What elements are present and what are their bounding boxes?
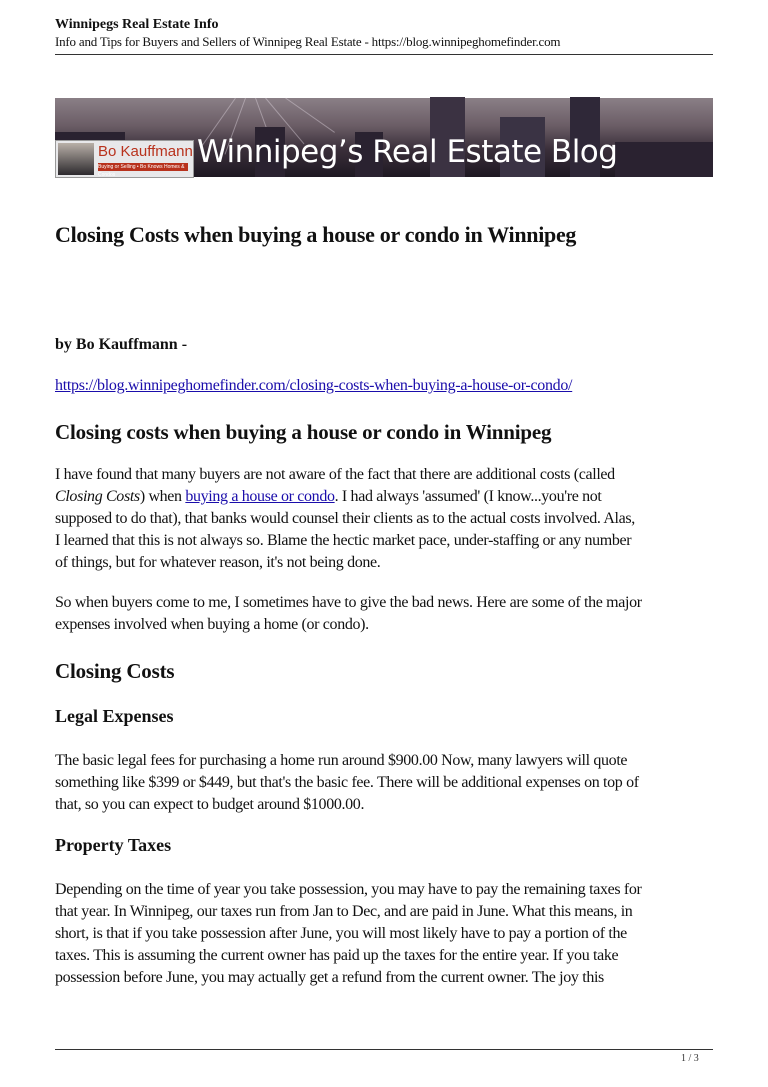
legal-expenses-heading: Legal Expenses <box>55 706 174 726</box>
blog-title: Winnipeg’s Real Estate Blog <box>197 134 618 170</box>
text-line: supposed to do that), that banks would counsel their clients as to the actual costs involved. Alas, <box>55 510 635 527</box>
text-line <box>55 486 635 508</box>
text-line: So when buyers come to me, I sometimes have to give the bad news. Here are some of the major <box>55 594 642 611</box>
property-taxes-heading: Property Taxes <box>55 835 172 855</box>
logo-name: Bo Kauffmann <box>98 143 193 160</box>
text-line: short, is that if you take possession after June, you will most likely have to pay a portion of the <box>55 925 627 942</box>
text-line: that year. In Winnipeg, our taxes run from Jan to Dec, and are paid in June. What this means, in <box>55 903 633 920</box>
text-line: something like $399 or $449, but that's the basic fee. There will be additional expenses on top of <box>55 774 639 791</box>
page-number: 1 / 3 <box>681 1053 699 1064</box>
section-heading-closing-costs: Closing Costs <box>55 659 175 683</box>
agent-photo <box>58 143 94 175</box>
footer-divider <box>55 1049 713 1050</box>
bo-kauffmann-logo <box>55 140 194 178</box>
text-span: . I had always 'assumed' (I know...you're not <box>334 488 602 505</box>
blog-banner <box>55 98 713 177</box>
second-paragraph <box>55 592 642 636</box>
text-line: I have found that many buyers are not aware of the fact that there are additional costs (called <box>55 466 615 483</box>
text-line: expenses involved when buying a home (or condo). <box>55 616 369 633</box>
post-title: Closing Costs when buying a house or condo in Winnipeg <box>55 222 577 247</box>
site-subtitle: Info and Tips for Buyers and Sellers of Winnipeg Real Estate - https://blog.winnipeghomefinder.com <box>55 34 561 49</box>
italic-term: Closing Costs <box>55 488 140 505</box>
text-line: of things, but for whatever reason, it's not being done. <box>55 554 381 571</box>
post-url-link[interactable]: https://blog.winnipeghomefinder.com/closing-costs-when-buying-a-house-or-condo/ <box>55 377 573 394</box>
legal-paragraph <box>55 750 639 816</box>
text-line: The basic legal fees for purchasing a home run around $900.00 Now, many lawyers will quote <box>55 752 628 769</box>
logo-tagline: Buying or Selling • Bo Knows Homes & Condos <box>98 163 188 171</box>
article-heading: Closing costs when buying a house or condo in Winnipeg <box>55 420 552 444</box>
text-line: that, so you can expect to budget around $1000.00. <box>55 796 365 813</box>
text-line: taxes. This is assuming the current owner has paid up the taxes for the entire year. If you take <box>55 947 619 964</box>
text-line: I learned that this is not always so. Blame the hectic market pace, under-staffing or any number <box>55 532 632 549</box>
buying-house-link[interactable]: buying a house or condo <box>185 488 335 505</box>
text-line: Depending on the time of year you take possession, you may have to pay the remaining taxes for <box>55 881 642 898</box>
text-line: possession before June, you may actually get a refund from the current owner. The joy this <box>55 969 604 986</box>
site-title: Winnipegs Real Estate Info <box>55 17 219 32</box>
text-span: ) when <box>139 488 186 505</box>
taxes-paragraph <box>55 879 642 989</box>
intro-paragraph <box>55 464 635 574</box>
header-divider <box>55 54 713 55</box>
byline: by Bo Kauffmann - <box>55 336 188 353</box>
